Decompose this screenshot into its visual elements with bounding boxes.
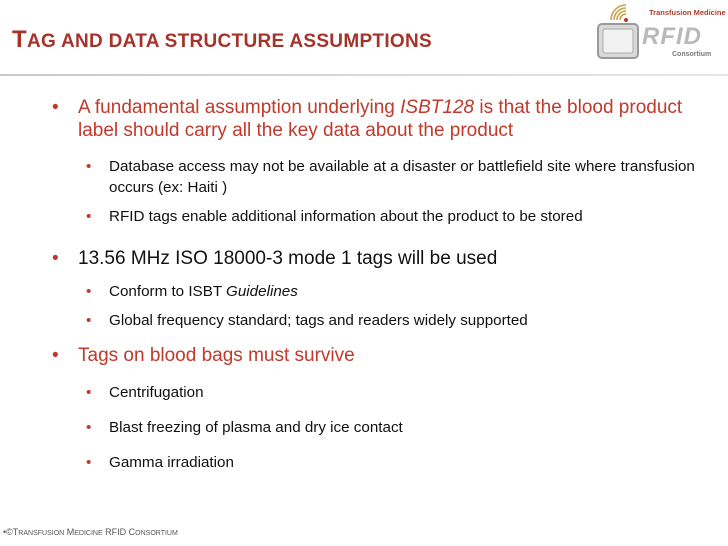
footer-w3: RFID bbox=[105, 527, 127, 537]
logo-org: Consortium bbox=[672, 51, 712, 58]
bullet-marker: • bbox=[52, 97, 59, 118]
copyright-symbol: © bbox=[6, 527, 13, 537]
footer-w1-initial: T bbox=[12, 527, 19, 537]
footer-bullet: • bbox=[3, 527, 7, 537]
footer-copyright bbox=[3, 527, 178, 537]
sub-bullet-3-2-text: Blast freezing of plasma and dry ice contact bbox=[109, 419, 403, 436]
signal-dot-icon bbox=[624, 18, 628, 22]
footer-w4-rest: ONSORTIUM bbox=[135, 530, 178, 537]
signal-waves-icon bbox=[611, 5, 626, 20]
sub-bullet-1-1-text: Database access may not be available at a disaster or battlefield site where transfusion occurs (ex: Haiti ) bbox=[109, 158, 695, 196]
bullet-marker: • bbox=[86, 454, 92, 471]
bullet-1-text-a: A fundamental assumption underlying bbox=[78, 97, 401, 118]
bullet-1-text-b: is that the blood product label should carry all the key data about the product bbox=[78, 97, 683, 141]
sub-bullet-2-1-text bbox=[109, 281, 707, 302]
bullet-1-text-italic: ISBT128 bbox=[400, 97, 475, 118]
footer-w4-initial: C bbox=[128, 527, 136, 537]
bullet-3-text: Tags on blood bags must survive bbox=[78, 345, 355, 366]
bullet-marker: • bbox=[52, 248, 59, 269]
logo-tagline: Transfusion Medicine bbox=[649, 8, 726, 17]
bullet-1-text bbox=[78, 96, 704, 142]
footer-w1-rest: RANSFUSION bbox=[18, 530, 65, 537]
bullet-marker: • bbox=[86, 283, 92, 300]
footer-w2-initial: M bbox=[66, 527, 75, 537]
sub-bullet-3-1-text: Centrifugation bbox=[109, 384, 204, 401]
sub-bullet-1-2-text: RFID tags enable additional information about the product to be stored bbox=[109, 208, 583, 225]
logo-wordmark: RFID bbox=[642, 23, 702, 50]
bullet-marker: • bbox=[86, 208, 92, 225]
bullet-2-text: 13.56 MHz ISO 18000-3 mode 1 tags will be used bbox=[78, 248, 498, 269]
title-initial: T bbox=[12, 26, 27, 53]
bullet-marker: • bbox=[52, 345, 59, 366]
bullet-marker: • bbox=[86, 419, 92, 436]
slide-title bbox=[12, 26, 432, 54]
sub-bullet-3-3-text: Gamma irradiation bbox=[109, 454, 234, 471]
sub-bullet-2-1-text-a: Conform to ISBT bbox=[109, 283, 227, 300]
blood-bag-icon bbox=[598, 24, 638, 58]
bullet-marker: • bbox=[86, 384, 92, 401]
title-rest: AG AND DATA STRUCTURE ASSUMPTIONS bbox=[26, 31, 432, 52]
title-divider bbox=[0, 74, 728, 76]
sub-bullet-2-2-text: Global frequency standard; tags and readers widely supported bbox=[109, 312, 528, 329]
sub-bullet-2-1-text-italic: Guidelines bbox=[226, 283, 298, 300]
bullet-marker: • bbox=[86, 312, 92, 329]
footer-w2-rest: EDICINE bbox=[74, 530, 103, 537]
bullet-marker: • bbox=[86, 158, 92, 175]
